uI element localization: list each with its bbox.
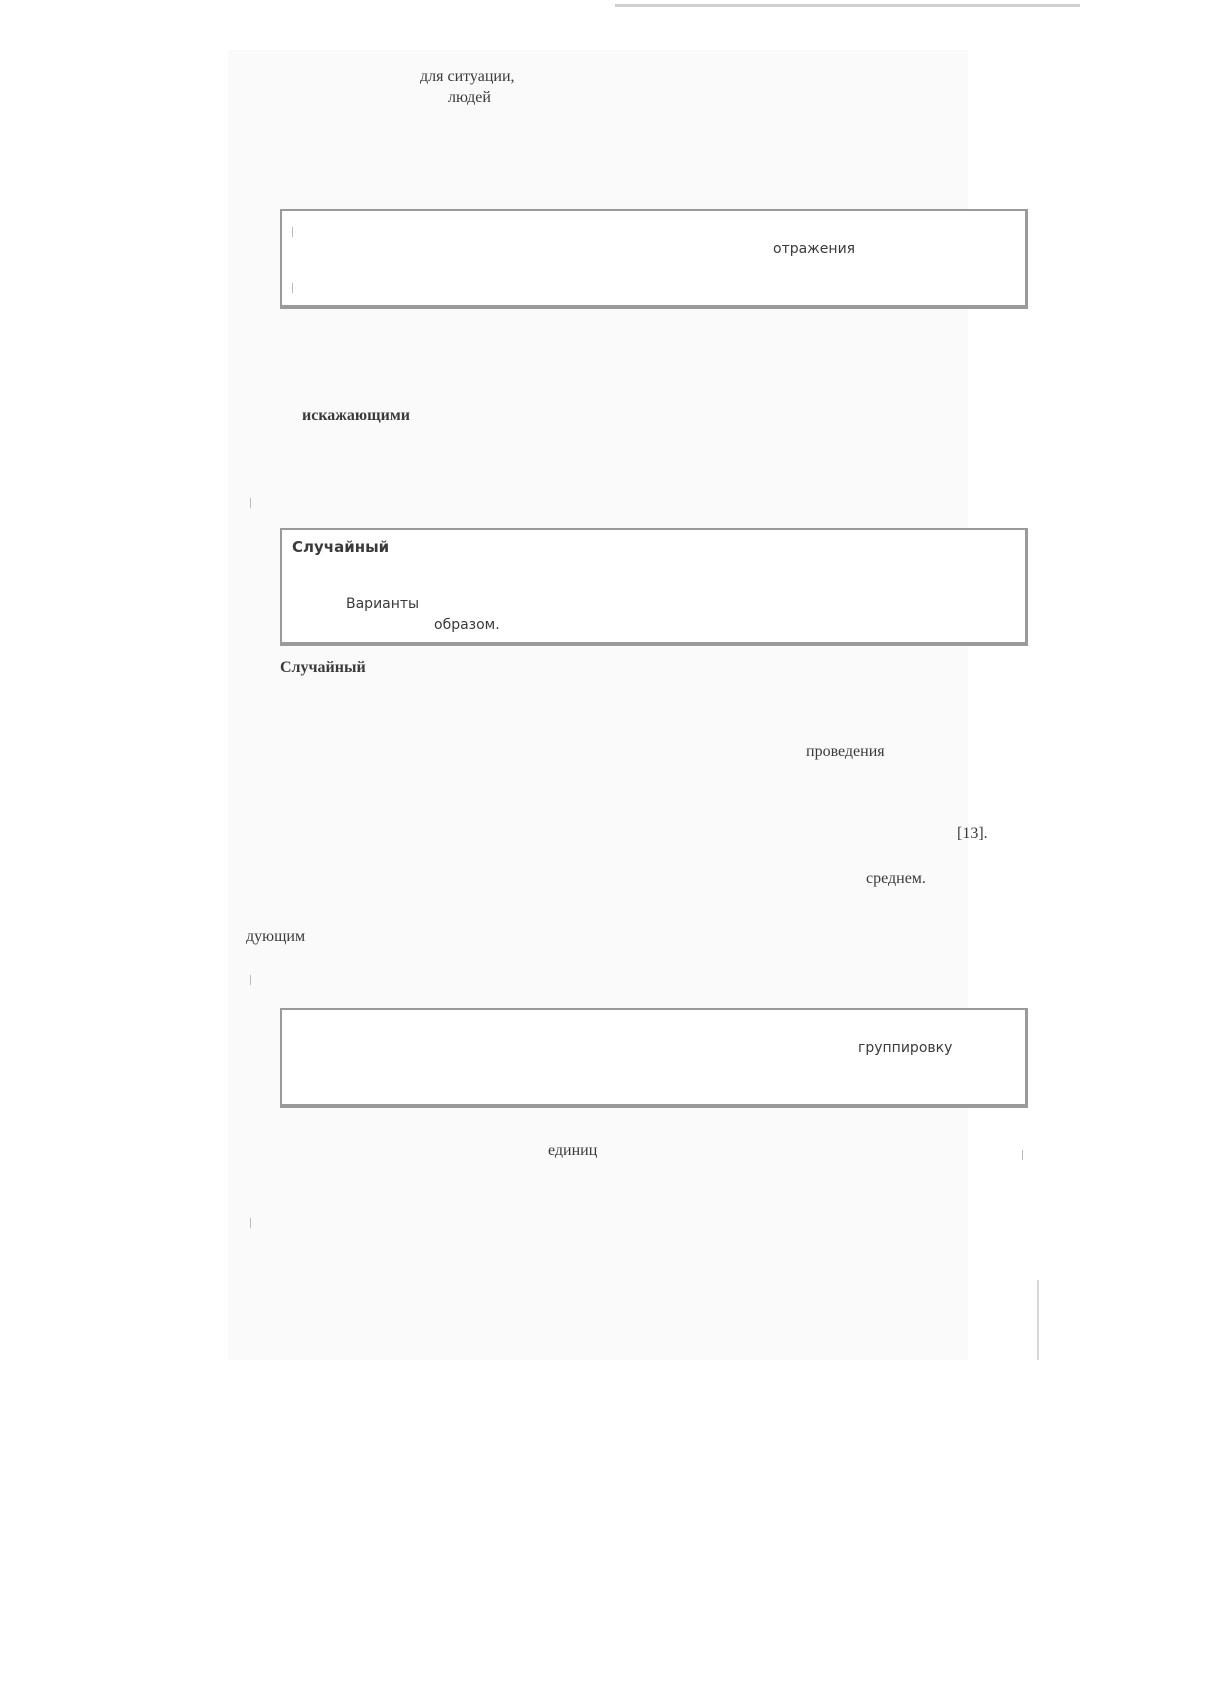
box-2-title: Случайный xyxy=(292,538,390,556)
page-right-edge xyxy=(1037,1280,1039,1360)
text-way: образом. xyxy=(434,617,500,633)
scan-mark xyxy=(250,498,251,508)
text-distorting: искажающими xyxy=(302,407,410,424)
text-conducting: проведения xyxy=(806,743,885,760)
text-situation: для ситуации, xyxy=(420,68,515,85)
text-average: среднем. xyxy=(866,870,926,887)
text-people: людей xyxy=(448,89,491,106)
heading-random: Случайный xyxy=(280,659,366,676)
scan-mark xyxy=(1022,1150,1023,1160)
text-grouping: группировку xyxy=(858,1040,953,1056)
scan-top-rule xyxy=(615,4,1080,7)
text-following: дующим xyxy=(246,928,306,945)
scan-mark xyxy=(250,975,251,985)
text-reflection: отражения xyxy=(773,241,856,257)
text-box-1 xyxy=(280,209,1028,309)
box-1-tick xyxy=(292,227,293,237)
text-box-3 xyxy=(280,1008,1028,1108)
text-units: единиц xyxy=(548,1142,598,1159)
box-1-tick xyxy=(292,283,293,293)
scan-mark xyxy=(250,1218,251,1228)
text-variants: Варианты xyxy=(346,596,420,612)
text-box-2 xyxy=(280,528,1028,646)
text-citation: [13]. xyxy=(957,825,988,842)
